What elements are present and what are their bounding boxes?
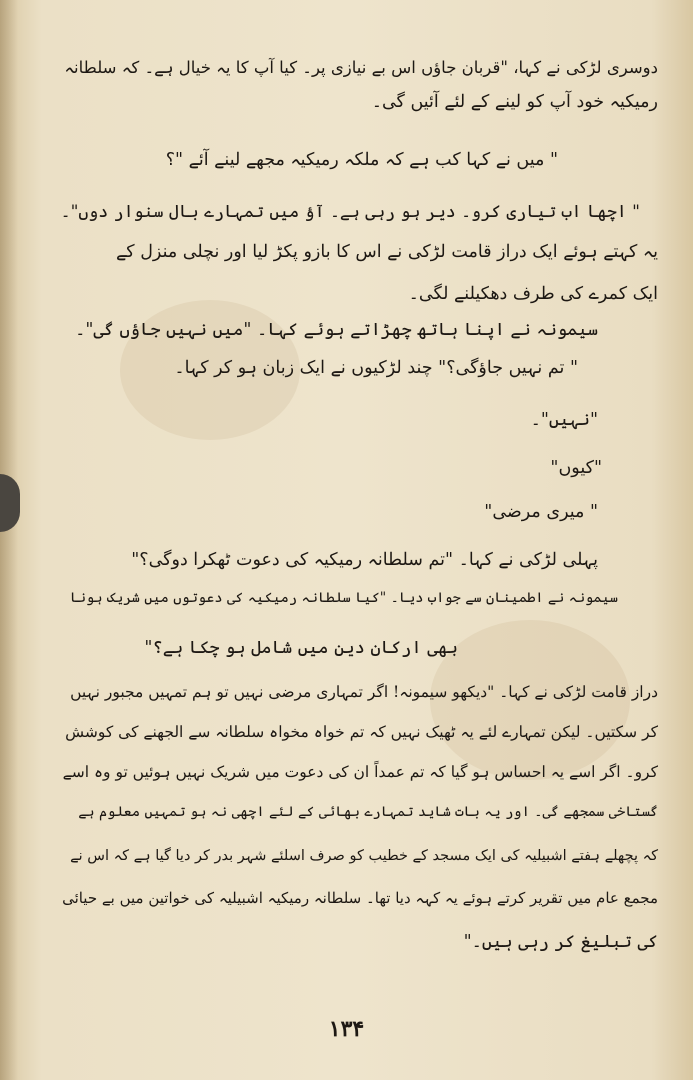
text-line: رمیکیہ خود آپ کو لینے کے لئے آئیں گی۔: [371, 92, 658, 112]
text-line: دراز قامت لڑکی نے کہا۔ "دیکھو سیمونہ! اگر تمہاری مرضی نہیں تو ہم تمہیں مجبور نہیں: [70, 683, 658, 701]
text-line: سیمونہ نے اپنا ہاتھ چھڑاتے ہوئے کہا۔ "میں نہیں جاؤں گی"۔: [75, 320, 598, 340]
text-line: کرو۔ اگر اسے یہ احساس ہو گیا کہ تم عمداً ان کی دعوت میں شریک نہیں ہوئیں تو وہ اسے: [62, 763, 658, 781]
text-line: " میں نے کہا کب ہے کہ ملکہ رمیکیہ مجھے لینے آئے "؟: [165, 150, 558, 170]
text-line: گستاخی سمجھے گی۔ اور یہ بات شاید تمہارے بھائی کے لئے اچھی نہ ہو تمہیں معلوم ہے: [78, 804, 658, 820]
text-line: کی تبلیغ کر رہی ہیں۔": [463, 932, 658, 952]
text-line: " میری مرضی": [484, 502, 598, 522]
text-line: مجمع عام میں تقریر کرتے ہوئے یہ کہہ دیا تھا۔ سلطانہ رمیکیہ اشبیلیہ کی خواتین میں بے حیائی: [62, 889, 658, 907]
text-line: بھی ارکان دین میں شامل ہو چکا ہے؟": [144, 638, 458, 658]
text-line: "نہیں"۔: [530, 410, 598, 430]
text-line: یہ کہتے ہوئے ایک دراز قامت لڑکی نے اس کا بازو پکڑ لیا اور نچلی منزل کے: [116, 242, 658, 262]
text-line: کر سکتیں۔ لیکن تمہارے لئے یہ ٹھیک نہیں کہ تم خواہ مخواہ سلطانہ سے الجھنے کی کوشش: [65, 723, 658, 741]
text-line: کہ پچھلے ہفتے اشبیلیہ کی ایک مسجد کے خطیب کو صرف اسلئے شہر بدر کر دیا گیا ہے کہ اس نے: [70, 848, 658, 864]
text-line: دوسری لڑکی نے کہا، "قربان جاؤں اس بے نیازی پر۔ کیا آپ کا یہ خیال ہے۔ کہ سلطانہ: [64, 58, 658, 77]
text-line: " تم نہیں جاؤگی؟" چند لڑکیوں نے ایک زبان ہو کر کہا۔: [174, 358, 578, 378]
text-line: پہلی لڑکی نے کہا۔ "تم سلطانہ رمیکیہ کی دعوت ٹھکرا دوگی؟": [131, 550, 598, 570]
text-line: سیمونہ نے اطمینان سے جواب دیا۔ "کیا سلطانہ رمیکیہ کی دعوتوں میں شریک ہونا: [69, 590, 618, 606]
text-line: "کیوں": [550, 458, 602, 478]
page-number: ۱۳۴: [328, 1016, 365, 1042]
text-line: ایک کمرے کی طرف دھکیلنے لگی۔: [408, 284, 658, 304]
spine-shadow: [0, 0, 18, 1080]
text-line: " اچھا اب تیاری کرو۔ دیر ہو رہی ہے۔ آؤ میں تمہارے بال سنوار دوں"۔: [60, 202, 640, 222]
